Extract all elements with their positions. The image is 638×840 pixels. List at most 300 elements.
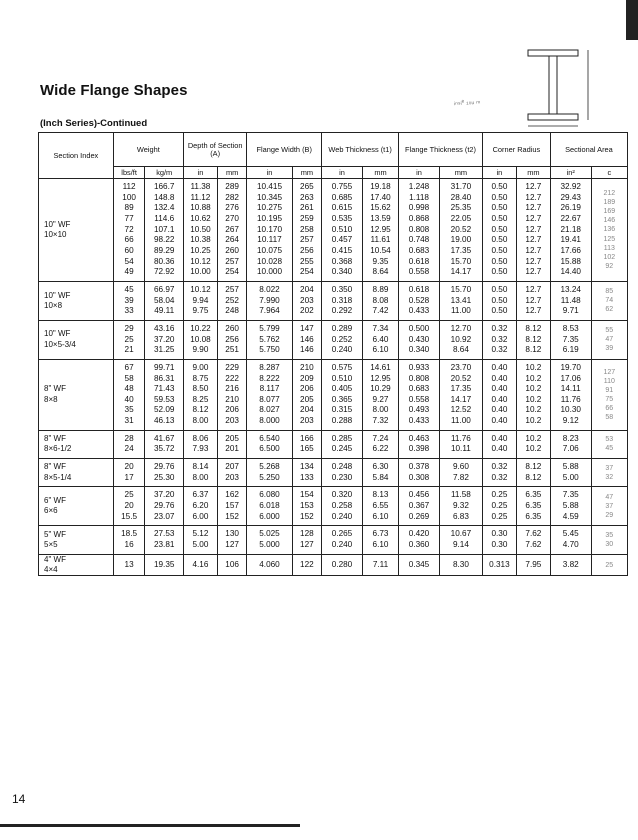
- cell-value: 11.48: [560, 295, 581, 305]
- cell-value: 11.00: [450, 306, 471, 316]
- cell-value: 0.240: [331, 345, 353, 355]
- section-index-line: 8" WF: [44, 434, 66, 444]
- value-cell: [145, 487, 184, 526]
- cell-value: 59.53: [153, 394, 175, 404]
- cell-value: 14.17: [450, 394, 472, 404]
- section-index-line: 10" WF: [44, 219, 71, 229]
- cell-value: 166.7: [153, 182, 175, 191]
- cell-value: 98.22: [153, 235, 175, 245]
- cell-value: 7.82: [452, 472, 469, 482]
- cell-value: 10.2: [525, 433, 542, 443]
- cell-value: 37.20: [153, 334, 175, 344]
- cell-value: 71.43: [153, 384, 175, 394]
- value-cell: [145, 179, 184, 282]
- cell-value: 25: [124, 490, 134, 500]
- cell-value: 189: [603, 199, 616, 207]
- cell-value: 6.35: [525, 511, 542, 521]
- value-cell: [145, 430, 184, 458]
- unit-header: in: [399, 167, 440, 179]
- cell-value: 212: [603, 190, 616, 198]
- cell-value: 264: [225, 235, 239, 245]
- cell-value: 17: [124, 472, 134, 482]
- cell-value: 7.32: [372, 416, 389, 426]
- unit-header: mm: [439, 167, 482, 179]
- value-cell: [399, 487, 440, 526]
- value-cell: [322, 554, 363, 576]
- cell-value: 0.25: [491, 490, 508, 500]
- value-cell: [322, 526, 363, 554]
- section-group-row: [39, 281, 628, 320]
- value-cell: [292, 430, 321, 458]
- cell-value: 6.10: [372, 540, 389, 550]
- cell-value: 5.00: [562, 472, 579, 482]
- cell-value: 13.24: [560, 284, 581, 294]
- cell-value: 153: [300, 501, 314, 511]
- cell-value: 23.70: [450, 362, 472, 372]
- cell-value: 49.11: [154, 306, 175, 316]
- cell-value: 166: [300, 433, 314, 443]
- page-number: 14: [12, 792, 26, 806]
- cell-value: 10.2: [525, 373, 542, 383]
- cell-value: 216: [225, 384, 239, 394]
- cell-value: 45: [124, 284, 134, 294]
- cell-value: 23.07: [153, 511, 175, 521]
- cell-value: 20.52: [450, 224, 472, 234]
- cell-value: 0.320: [331, 490, 353, 500]
- value-cell: [247, 430, 292, 458]
- value-cell: [183, 320, 217, 359]
- cell-value: 205: [300, 394, 314, 404]
- cell-value: 0.32: [491, 462, 508, 472]
- cell-value: 29.76: [153, 462, 175, 472]
- cell-value: 0.558: [408, 267, 430, 277]
- cell-value: 0.535: [331, 213, 353, 223]
- value-cell: [439, 320, 482, 359]
- cell-value: 0.30: [491, 529, 508, 539]
- cell-value: 0.40: [491, 405, 508, 415]
- cell-value: 267: [225, 224, 239, 234]
- cell-value: 19.18: [370, 182, 391, 191]
- cell-value: 9.60: [452, 462, 469, 472]
- value-cell: [362, 554, 398, 576]
- cell-value: 10.11: [450, 444, 471, 454]
- value-cell: [591, 487, 627, 526]
- cell-value: 10.2: [525, 362, 542, 372]
- value-cell: [292, 179, 321, 282]
- cell-value: 10.000: [256, 267, 283, 277]
- cell-value: 26.19: [560, 203, 581, 213]
- cell-value: 35.72: [153, 444, 175, 454]
- cell-value: 207: [225, 462, 239, 472]
- value-cell: [362, 281, 398, 320]
- cell-value: 0.315: [331, 405, 353, 415]
- section-index-line: 8×8: [44, 394, 58, 404]
- cell-value: 12.7: [525, 203, 542, 213]
- cell-value: 8.000: [259, 416, 280, 426]
- cell-value: 72.92: [153, 267, 175, 277]
- cell-value: 37: [605, 502, 614, 510]
- section-index-line: 8" WF: [44, 384, 66, 394]
- cell-value: 0.288: [331, 416, 353, 426]
- value-cell: [322, 281, 363, 320]
- section-index-line: 5" WF: [44, 529, 66, 539]
- value-cell: [362, 359, 398, 430]
- value-cell: [217, 359, 246, 430]
- cell-value: 0.360: [408, 540, 430, 550]
- value-cell: [399, 526, 440, 554]
- cell-value: 6.500: [259, 444, 280, 454]
- wide-flange-table: [38, 132, 628, 576]
- column-header: Flange Width (B): [247, 133, 322, 167]
- value-cell: [550, 526, 591, 554]
- unit-header: in²: [550, 167, 591, 179]
- cell-value: 282: [225, 192, 239, 202]
- cell-value: 254: [300, 267, 314, 277]
- cell-value: 29: [605, 511, 614, 519]
- cell-value: 5.268: [259, 462, 280, 472]
- cell-value: 130: [225, 529, 239, 539]
- value-cell: [322, 359, 363, 430]
- cell-value: 0.308: [408, 472, 430, 482]
- value-cell: [591, 179, 627, 282]
- cell-value: 257: [225, 284, 239, 294]
- cell-value: 5.025: [259, 529, 280, 539]
- value-cell: [183, 459, 217, 487]
- cell-value: 8.13: [372, 490, 389, 500]
- cell-value: 0.748: [408, 235, 430, 245]
- column-header: Section Index: [39, 133, 114, 179]
- value-cell: [183, 526, 217, 554]
- cell-value: 107.1: [153, 224, 175, 234]
- cell-value: 10.195: [256, 213, 283, 223]
- section-group-row: [39, 459, 628, 487]
- cell-value: 270: [225, 213, 239, 223]
- section-index-line: 10" WF: [44, 290, 71, 300]
- cell-value: 12.7: [525, 213, 542, 223]
- cell-value: 32.92: [560, 182, 581, 191]
- cell-value: 0.50: [491, 306, 508, 316]
- value-cell: [550, 281, 591, 320]
- cell-value: 20: [124, 501, 134, 511]
- value-cell: [292, 320, 321, 359]
- cell-value: 9.27: [372, 394, 389, 404]
- cell-value: 252: [225, 295, 239, 305]
- cell-value: 52.09: [153, 405, 175, 415]
- value-cell: [292, 554, 321, 576]
- cell-value: 13.59: [370, 213, 391, 223]
- cell-value: 8.12: [525, 334, 542, 344]
- cell-value: 0.32: [491, 323, 508, 333]
- value-cell: [439, 526, 482, 554]
- cell-value: 0.252: [331, 334, 353, 344]
- value-cell: [183, 179, 217, 282]
- cell-value: 7.964: [259, 306, 280, 316]
- cell-value: 29: [124, 323, 134, 333]
- cell-value: 9.71: [562, 306, 579, 316]
- value-cell: [247, 359, 292, 430]
- section-group-row: [39, 487, 628, 526]
- section-index-line: 6×6: [44, 506, 58, 516]
- cell-value: 89: [124, 203, 134, 213]
- cell-value: 10.92: [450, 334, 472, 344]
- cell-value: 37.20: [153, 490, 175, 500]
- cell-value: 54: [124, 256, 134, 266]
- cell-value: 35: [124, 405, 134, 415]
- cell-value: 251: [225, 345, 239, 355]
- cell-value: 0.340: [408, 345, 430, 355]
- cell-value: 0.340: [331, 267, 353, 277]
- cell-value: 0.40: [491, 433, 508, 443]
- cell-value: 165: [300, 444, 314, 454]
- column-header: Corner Radius: [482, 133, 550, 167]
- cell-value: 8.12: [525, 323, 542, 333]
- cell-value: 10.345: [256, 192, 283, 202]
- cell-value: 46.13: [153, 416, 175, 426]
- cell-value: 248: [225, 306, 239, 316]
- value-cell: [113, 281, 145, 320]
- cell-value: 8.64: [372, 267, 389, 277]
- cell-value: 204: [300, 405, 314, 415]
- cell-value: 11.76: [450, 433, 471, 443]
- cell-value: 6.35: [525, 501, 542, 511]
- cell-value: 203: [300, 295, 314, 305]
- cell-value: 19.00: [450, 235, 472, 245]
- cell-value: 0.240: [331, 540, 353, 550]
- cell-value: 11.61: [370, 235, 391, 245]
- cell-value: 9.35: [372, 256, 389, 266]
- cell-value: 17.06: [560, 373, 581, 383]
- cell-value: 15.62: [370, 203, 391, 213]
- cell-value: 210: [225, 394, 239, 404]
- value-cell: [145, 281, 184, 320]
- cell-value: 37: [605, 464, 614, 472]
- cell-value: 29.43: [560, 192, 581, 202]
- cell-value: 169: [603, 208, 616, 216]
- cell-value: 10.028: [256, 256, 283, 266]
- value-cell: [516, 554, 550, 576]
- cell-value: 12.95: [370, 224, 391, 234]
- section-index-line: 10×5-3/4: [44, 339, 76, 349]
- cell-value: 0.50: [491, 245, 508, 255]
- cell-value: 8.027: [259, 405, 280, 415]
- value-cell: [482, 487, 516, 526]
- cell-value: 8.12: [525, 462, 542, 472]
- unit-header: mm: [217, 167, 246, 179]
- cell-value: 8.12: [525, 472, 542, 482]
- value-cell: [183, 487, 217, 526]
- cell-value: 58.04: [153, 295, 175, 305]
- cell-value: 0.50: [491, 182, 508, 191]
- section-index: [39, 430, 114, 458]
- cell-value: 0.457: [331, 235, 353, 245]
- table-body: [39, 179, 628, 576]
- cell-value: 17.35: [450, 245, 472, 255]
- cell-value: 0.405: [331, 384, 353, 394]
- value-cell: [482, 281, 516, 320]
- value-cell: [439, 430, 482, 458]
- cell-value: 20: [124, 462, 134, 472]
- cell-value: 0.365: [331, 394, 353, 404]
- cell-value: 127: [300, 540, 314, 550]
- value-cell: [292, 459, 321, 487]
- cell-value: 10.29: [370, 384, 391, 394]
- cell-value: 7.93: [192, 444, 209, 454]
- value-cell: [399, 320, 440, 359]
- cell-value: 102: [603, 253, 616, 261]
- cell-value: 92: [605, 262, 614, 270]
- cell-value: 0.50: [491, 213, 508, 223]
- cell-value: 0.420: [408, 529, 430, 539]
- value-cell: [113, 179, 145, 282]
- cell-value: 8.30: [452, 559, 469, 569]
- cell-value: 31.70: [450, 182, 472, 191]
- cell-value: 0.493: [408, 405, 430, 415]
- cell-value: 0.292: [331, 306, 353, 316]
- value-cell: [145, 554, 184, 576]
- unit-header: in: [322, 167, 363, 179]
- cell-value: 9.75: [192, 306, 209, 316]
- value-cell: [322, 430, 363, 458]
- cell-value: 32: [605, 473, 614, 481]
- cell-value: 21.18: [560, 224, 581, 234]
- cell-value: 0.50: [491, 203, 508, 213]
- cell-value: 0.32: [491, 334, 508, 344]
- cell-value: 17.66: [560, 245, 581, 255]
- cell-value: 0.50: [491, 224, 508, 234]
- cell-value: 75: [605, 395, 614, 403]
- cell-value: 6.83: [452, 511, 469, 521]
- value-cell: [183, 430, 217, 458]
- cell-value: 256: [225, 334, 239, 344]
- value-cell: [362, 459, 398, 487]
- cell-value: 7.35: [562, 490, 579, 500]
- cell-value: 7.62: [525, 529, 542, 539]
- cell-value: 40: [124, 394, 134, 404]
- cell-value: 8.50: [192, 384, 209, 394]
- cell-value: 12.7: [525, 295, 542, 305]
- cell-value: 128: [300, 529, 314, 539]
- cell-value: 0.808: [408, 224, 430, 234]
- value-cell: [183, 359, 217, 430]
- cell-value: 13: [124, 559, 134, 569]
- cell-value: 257: [300, 235, 314, 245]
- cell-value: 12.7: [525, 245, 542, 255]
- cell-value: 31.25: [153, 345, 175, 355]
- cell-value: 22.05: [450, 213, 472, 223]
- cell-value: 0.318: [331, 295, 353, 305]
- value-cell: [591, 320, 627, 359]
- cell-value: 0.463: [408, 433, 430, 443]
- cell-value: 0.558: [408, 394, 430, 404]
- cell-value: 203: [225, 472, 239, 482]
- cell-value: 74: [605, 297, 614, 305]
- cell-value: 77: [124, 213, 134, 223]
- cell-value: 17.40: [370, 192, 391, 202]
- value-cell: [247, 459, 292, 487]
- value-cell: [516, 487, 550, 526]
- cell-value: 3.82: [562, 559, 579, 569]
- cell-value: 7.42: [372, 306, 389, 316]
- value-cell: [217, 430, 246, 458]
- column-header: Flange Thickness (t2): [399, 133, 483, 167]
- value-cell: [516, 179, 550, 282]
- cell-value: 0.345: [408, 559, 430, 569]
- beam-cross-section-diagram: [448, 48, 628, 135]
- cell-value: 10.22: [190, 323, 211, 333]
- cell-value: 8.64: [452, 345, 469, 355]
- cell-value: 8.06: [192, 433, 209, 443]
- section-index: [39, 487, 114, 526]
- cell-value: 261: [300, 203, 314, 213]
- section-index-line: 8×6-1/2: [44, 444, 72, 454]
- cell-value: 255: [300, 256, 314, 266]
- cell-value: 11.00: [450, 416, 471, 426]
- cell-value: 0.378: [408, 462, 430, 472]
- cell-value: 6.22: [372, 444, 389, 454]
- cell-value: 203: [300, 416, 314, 426]
- cell-value: 7.95: [525, 559, 542, 569]
- cell-value: 10.2: [525, 444, 542, 454]
- value-cell: [439, 487, 482, 526]
- cell-value: 8.12: [525, 345, 542, 355]
- cell-value: 0.258: [331, 501, 353, 511]
- cell-value: 0.32: [491, 345, 508, 355]
- cell-value: 260: [225, 323, 239, 333]
- cell-value: 0.313: [489, 559, 510, 569]
- cell-value: 8.117: [259, 384, 280, 394]
- cell-value: 6.35: [525, 490, 542, 500]
- value-cell: [362, 179, 398, 282]
- value-cell: [145, 459, 184, 487]
- cell-value: 4.060: [259, 559, 280, 569]
- cell-value: 39: [605, 345, 614, 353]
- cell-value: 0.933: [408, 362, 430, 372]
- value-cell: [362, 526, 398, 554]
- value-cell: [183, 554, 217, 576]
- cell-value: 10.170: [256, 224, 283, 234]
- value-cell: [482, 554, 516, 576]
- cell-value: 10.12: [190, 256, 211, 266]
- value-cell: [550, 359, 591, 430]
- cell-value: 9.14: [452, 540, 469, 550]
- value-cell: [516, 430, 550, 458]
- section-group-row: [39, 554, 628, 576]
- cell-value: 201: [225, 444, 239, 454]
- section-index: [39, 320, 114, 359]
- cell-value: 8.077: [259, 394, 280, 404]
- section-group-row: [39, 430, 628, 458]
- value-cell: [247, 554, 292, 576]
- cell-value: 206: [300, 384, 314, 394]
- unit-header: in: [247, 167, 292, 179]
- cell-value: 0.618: [408, 256, 430, 266]
- value-cell: [113, 554, 145, 576]
- value-cell: [113, 430, 145, 458]
- cell-value: 0.230: [331, 472, 353, 482]
- cell-value: 276: [225, 203, 239, 213]
- cell-value: 0.50: [491, 235, 508, 245]
- value-cell: [591, 359, 627, 430]
- value-cell: [217, 487, 246, 526]
- cell-value: 254: [225, 267, 239, 277]
- cell-value: 106: [225, 559, 239, 569]
- cell-value: 260: [225, 245, 239, 255]
- cell-value: 4.59: [562, 511, 579, 521]
- cell-value: 162: [225, 490, 239, 500]
- cell-value: 0.755: [331, 182, 353, 191]
- cell-value: 0.285: [331, 433, 353, 443]
- header-row: [39, 133, 628, 167]
